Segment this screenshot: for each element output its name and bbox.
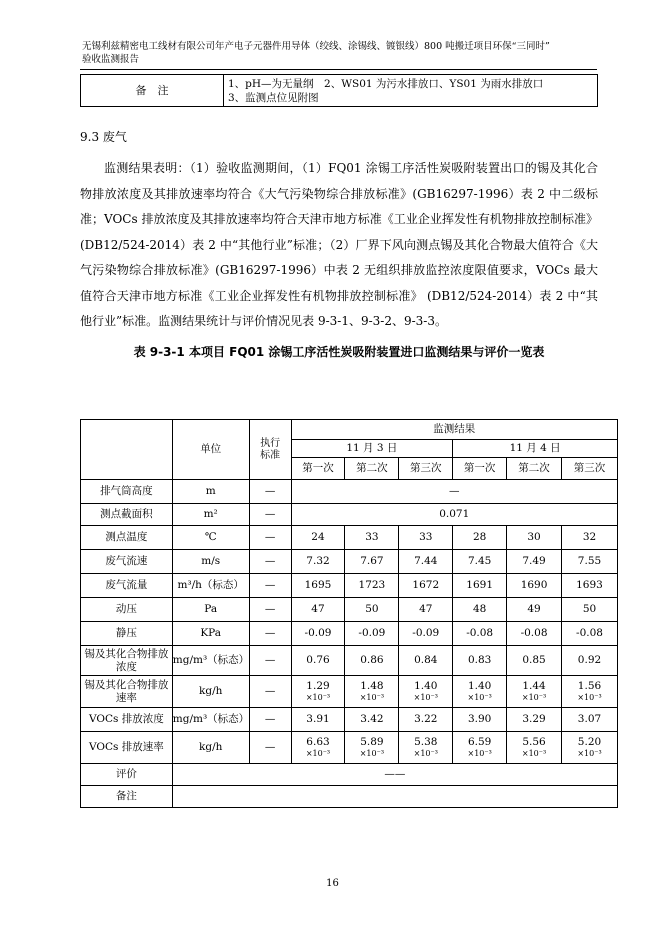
row-value: 7.49 bbox=[507, 550, 562, 574]
row-name: 测点温度 bbox=[81, 526, 173, 550]
row-value bbox=[399, 732, 453, 764]
row-value: 47 bbox=[291, 598, 345, 622]
table-row bbox=[81, 708, 618, 732]
value-mantissa: 5.38 bbox=[414, 735, 438, 748]
row-unit: kg/h bbox=[172, 732, 249, 764]
row-name: 测点截面积 bbox=[81, 504, 173, 526]
row-value bbox=[453, 676, 507, 708]
row-value: 30 bbox=[507, 526, 562, 550]
row-std: — bbox=[249, 598, 291, 622]
remark-label: 备注 bbox=[81, 786, 173, 808]
row-unit: m bbox=[172, 480, 249, 504]
row-unit: Pa bbox=[172, 598, 249, 622]
remark-value bbox=[172, 786, 617, 808]
eval-label: 评价 bbox=[81, 764, 173, 786]
row-value: 32 bbox=[562, 526, 618, 550]
row-value: 49 bbox=[507, 598, 562, 622]
row-value: 1693 bbox=[562, 574, 618, 598]
row-name: 动压 bbox=[81, 598, 173, 622]
row-value: 1695 bbox=[291, 574, 345, 598]
row-value: 7.45 bbox=[453, 550, 507, 574]
head-run: 第一次 bbox=[453, 458, 507, 480]
row-value: 0.83 bbox=[453, 646, 507, 676]
row-std: — bbox=[249, 732, 291, 764]
row-merged-value: 0.071 bbox=[291, 504, 617, 526]
value-mantissa: 1.29 bbox=[306, 679, 330, 692]
row-value: 3.90 bbox=[453, 708, 507, 732]
row-value: 0.86 bbox=[345, 646, 399, 676]
row-std: — bbox=[249, 708, 291, 732]
row-value: 0.85 bbox=[507, 646, 562, 676]
head-unit: 单位 bbox=[172, 420, 249, 480]
value-exponent: ×10⁻³ bbox=[305, 692, 331, 702]
value-exponent: ×10⁻³ bbox=[413, 692, 438, 702]
paragraph: 监测结果表明：（1）验收监测期间，（1）FQ01 涂锡工序活性炭吸附装置出口的锡及其化合物排放浓度及其排放速率均符合《大气污染物综合排放标准》(GB16297-1996）表 2 中二级标准；VOCs 排放浓度及其排放速率均符合天津市地方标准《工业企业挥发性有机物排放控制标准》 (DB12/524-2014）表 2 中“其他行业”标准；（2）厂界下风向测点锡及其化合物最大值符合《大气污染物综合排放标准》(GB16297-1996）中表 2 无组织排放监控浓度限值要求，VOCs 最大值符合天津市地方标准《工业企业挥发性有机物排放控制标准》 (DB12/524-2014）表 2 中“其他行业”标准。监测结果统计与评价情况见表 9-3-1、9-3-2、9-3-3。 bbox=[80, 161, 598, 328]
row-value: 3.42 bbox=[345, 708, 399, 732]
head-date-1: 11 月 3 日 bbox=[291, 440, 453, 458]
row-value: 3.07 bbox=[562, 708, 618, 732]
row-value bbox=[562, 676, 618, 708]
row-name: 锡及其化合物排放速率 bbox=[81, 676, 173, 708]
row-std: — bbox=[249, 676, 291, 708]
row-value: 48 bbox=[453, 598, 507, 622]
row-value: 7.67 bbox=[345, 550, 399, 574]
head-results: 监测结果 bbox=[291, 420, 617, 440]
table-row bbox=[81, 676, 618, 708]
body-text bbox=[80, 156, 598, 335]
row-value bbox=[507, 732, 562, 764]
row-value: -0.08 bbox=[562, 622, 618, 646]
head-std: 执行标准 bbox=[249, 420, 291, 480]
row-value: 0.84 bbox=[399, 646, 453, 676]
value-mantissa: 5.89 bbox=[360, 735, 384, 748]
head-date-2: 11 月 4 日 bbox=[453, 440, 618, 458]
row-name: VOCs 排放速率 bbox=[81, 732, 173, 764]
row-value: 1672 bbox=[399, 574, 453, 598]
row-value: 1691 bbox=[453, 574, 507, 598]
head-run: 第三次 bbox=[562, 458, 618, 480]
results-table bbox=[80, 419, 618, 808]
row-value: 7.55 bbox=[562, 550, 618, 574]
row-std: — bbox=[249, 646, 291, 676]
row-value: 7.44 bbox=[399, 550, 453, 574]
row-value: -0.09 bbox=[399, 622, 453, 646]
row-value: 0.92 bbox=[562, 646, 618, 676]
row-value: 50 bbox=[345, 598, 399, 622]
row-value: 50 bbox=[562, 598, 618, 622]
value-exponent: ×10⁻³ bbox=[577, 748, 602, 758]
note-line-1: 1、pH—为无量纲 2、WS01 为污水排放口、YS01 为雨水排放口 bbox=[228, 77, 544, 90]
table-row bbox=[81, 574, 618, 598]
table-row bbox=[81, 480, 618, 504]
value-mantissa: 1.48 bbox=[360, 679, 384, 692]
row-name: 锡及其化合物排放浓度 bbox=[81, 646, 173, 676]
row-value: 28 bbox=[453, 526, 507, 550]
table-row bbox=[81, 732, 618, 764]
row-value: -0.08 bbox=[507, 622, 562, 646]
row-std: — bbox=[249, 622, 291, 646]
row-name: 静压 bbox=[81, 622, 173, 646]
row-std: — bbox=[249, 504, 291, 526]
value-mantissa: 1.44 bbox=[522, 679, 546, 692]
row-unit: mg/m³（标态） bbox=[172, 646, 249, 676]
value-exponent: ×10⁻³ bbox=[359, 748, 385, 758]
row-std: — bbox=[249, 574, 291, 598]
row-unit: mg/m³（标态） bbox=[172, 708, 249, 732]
row-value bbox=[291, 732, 345, 764]
row-value bbox=[399, 676, 453, 708]
value-mantissa: 6.59 bbox=[467, 735, 492, 748]
row-std: — bbox=[249, 480, 291, 504]
row-name: VOCs 排放浓度 bbox=[81, 708, 173, 732]
row-merged-value: — bbox=[291, 480, 617, 504]
value-exponent: ×10⁻³ bbox=[413, 748, 438, 758]
table-row bbox=[81, 646, 618, 676]
page-number: 16 bbox=[326, 878, 339, 889]
row-value: -0.09 bbox=[291, 622, 345, 646]
table-row bbox=[81, 622, 618, 646]
row-name: 废气流量 bbox=[81, 574, 173, 598]
row-value: -0.08 bbox=[453, 622, 507, 646]
row-unit: m² bbox=[172, 504, 249, 526]
row-std: — bbox=[249, 550, 291, 574]
row-name: 废气流速 bbox=[81, 550, 173, 574]
value-exponent: ×10⁻³ bbox=[467, 748, 492, 758]
row-value: -0.09 bbox=[345, 622, 399, 646]
head-run: 第二次 bbox=[507, 458, 562, 480]
table-caption: 表 9-3-1 本项目 FQ01 涂锡工序活性炭吸附装置进口监测结果与评价一览表 bbox=[133, 345, 545, 359]
report-header-line2: 验收监测报告 bbox=[82, 54, 140, 65]
row-value: 24 bbox=[291, 526, 345, 550]
header-rule bbox=[80, 69, 597, 70]
row-value bbox=[345, 732, 399, 764]
row-unit: m/s bbox=[172, 550, 249, 574]
value-exponent: ×10⁻³ bbox=[521, 748, 547, 758]
row-value: 3.22 bbox=[399, 708, 453, 732]
note-label: 备 注 bbox=[81, 75, 224, 107]
row-value: 33 bbox=[345, 526, 399, 550]
row-value: 0.76 bbox=[291, 646, 345, 676]
head-blank bbox=[81, 420, 173, 480]
value-exponent: ×10⁻³ bbox=[467, 692, 492, 702]
value-mantissa: 5.20 bbox=[577, 735, 602, 748]
value-mantissa: 5.56 bbox=[522, 735, 546, 748]
row-value: 33 bbox=[399, 526, 453, 550]
row-value bbox=[453, 732, 507, 764]
value-mantissa: 1.40 bbox=[467, 679, 492, 692]
row-value bbox=[345, 676, 399, 708]
eval-value: —— bbox=[172, 764, 617, 786]
note-table bbox=[80, 74, 598, 107]
head-run: 第三次 bbox=[399, 458, 453, 480]
row-value: 3.91 bbox=[291, 708, 345, 732]
table-row bbox=[81, 598, 618, 622]
row-value: 47 bbox=[399, 598, 453, 622]
head-run: 第一次 bbox=[291, 458, 345, 480]
row-unit: kg/h bbox=[172, 676, 249, 708]
row-unit: KPa bbox=[172, 622, 249, 646]
report-header-line1: 无锡利兹精密电工线材有限公司年产电子元器件用导体（绞线、涂锡线、镀银线）800 吨搬迁项目环保“三同时” bbox=[82, 41, 550, 52]
value-exponent: ×10⁻³ bbox=[521, 692, 547, 702]
value-mantissa: 1.40 bbox=[414, 679, 438, 692]
row-unit: m³/h（标态） bbox=[172, 574, 249, 598]
row-value bbox=[507, 676, 562, 708]
row-unit: ℃ bbox=[172, 526, 249, 550]
table-row bbox=[81, 526, 618, 550]
row-name: 排气筒高度 bbox=[81, 480, 173, 504]
table-row bbox=[81, 550, 618, 574]
section-heading: 9.3 废气 bbox=[80, 130, 127, 144]
row-value bbox=[562, 732, 618, 764]
value-mantissa: 6.63 bbox=[306, 735, 330, 748]
value-exponent: ×10⁻³ bbox=[305, 748, 331, 758]
row-value: 3.29 bbox=[507, 708, 562, 732]
value-exponent: ×10⁻³ bbox=[359, 692, 385, 702]
row-value: 7.32 bbox=[291, 550, 345, 574]
value-mantissa: 1.56 bbox=[577, 679, 602, 692]
head-run: 第二次 bbox=[345, 458, 399, 480]
value-exponent: ×10⁻³ bbox=[577, 692, 602, 702]
note-content bbox=[224, 75, 598, 107]
table-row bbox=[81, 504, 618, 526]
row-std: — bbox=[249, 526, 291, 550]
note-line-2: 3、监测点位见附图 bbox=[228, 91, 319, 104]
row-value: 1690 bbox=[507, 574, 562, 598]
row-value bbox=[291, 676, 345, 708]
row-value: 1723 bbox=[345, 574, 399, 598]
